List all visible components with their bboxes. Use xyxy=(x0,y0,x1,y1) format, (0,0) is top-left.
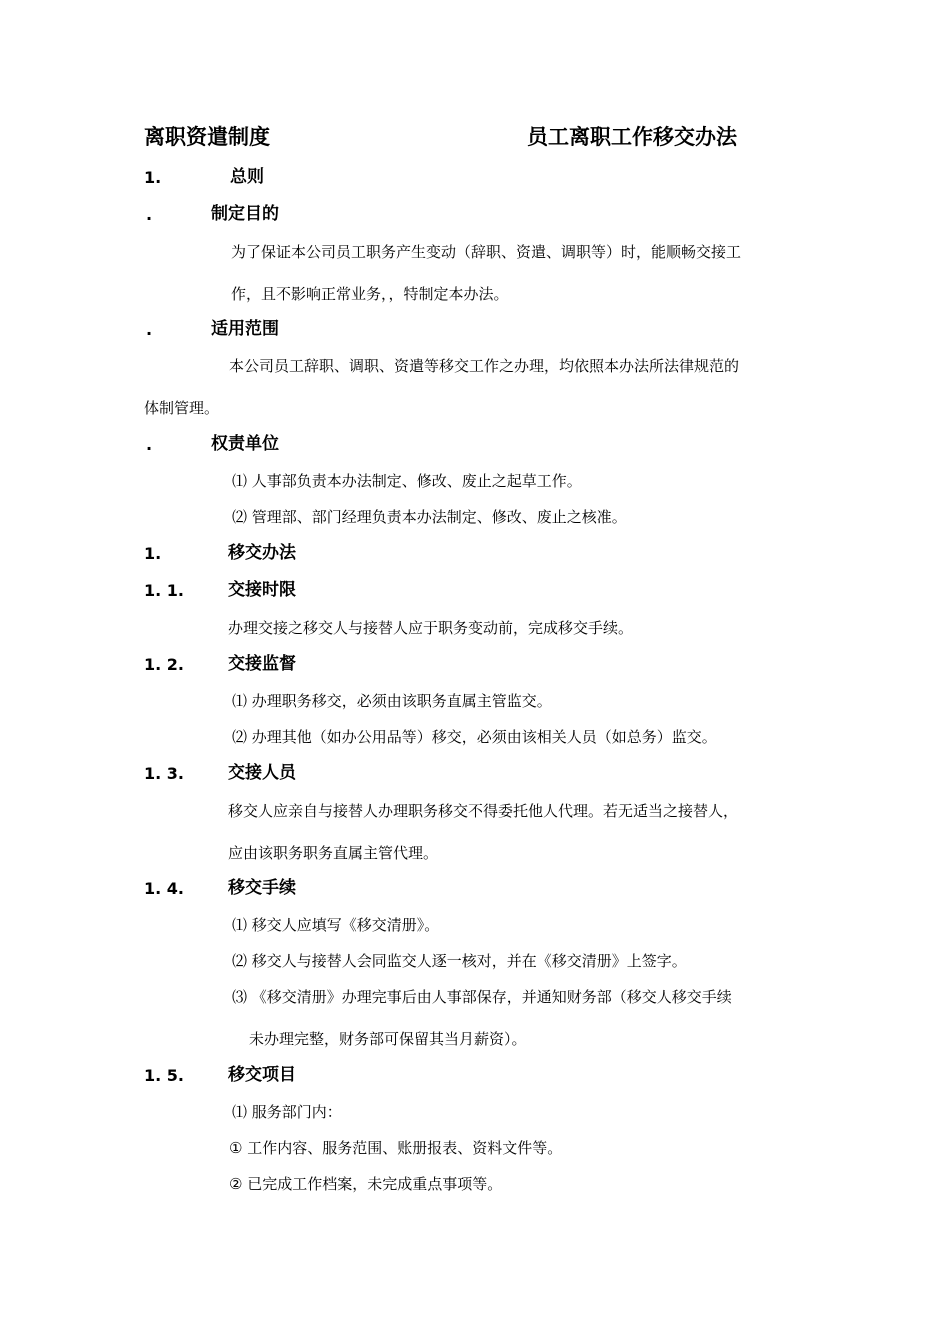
section-number: 1. xyxy=(144,544,162,563)
subsection-number: . xyxy=(146,320,153,339)
subsection-heading: 交接时限 xyxy=(228,580,296,600)
list-item-continuation: 未办理完整，财务部可保留其当月薪资）。 xyxy=(249,1030,527,1048)
paragraph-line: 移交人应亲自与接替人办理职务移交不得委托他人代理。若无适当之接替人， xyxy=(228,802,739,820)
list-item: ⑴ 办理职务移交，必须由该职务直属主管监交。 xyxy=(232,692,552,710)
subsection-number: 1. 5. xyxy=(144,1066,184,1085)
subsection-heading: 制定目的 xyxy=(211,204,279,224)
subsection-number: . xyxy=(146,435,153,454)
paragraph-line: 体制管理。 xyxy=(144,399,220,417)
title-left: 离职资遣制度 xyxy=(144,125,270,149)
list-item: ⑴ 人事部负责本办法制定、修改、废止之起草工作。 xyxy=(232,472,582,490)
list-item: ⑵ 移交人与接替人会同监交人逐一核对，并在《移交清册》上签字。 xyxy=(232,952,687,970)
subsection-number: 1. 4. xyxy=(144,879,184,898)
paragraph-line: 为了保证本公司员工职务产生变动（辞职、资遣、调职等）时，能顺畅交接工 xyxy=(231,243,742,261)
subsection-heading: 权责单位 xyxy=(211,434,279,454)
list-item: ⑶ 《移交清册》办理完事后由人事部保存，并通知财务部（移交人移交手续 xyxy=(232,988,732,1006)
list-item: ⑴ 服务部门内： xyxy=(232,1103,342,1121)
sub-list-item: ② 已完成工作档案，未完成重点事项等。 xyxy=(229,1175,503,1193)
list-item: ⑵ 管理部、部门经理负责本办法制定、修改、废止之核准。 xyxy=(232,508,627,526)
section-heading: 总则 xyxy=(230,167,264,187)
paragraph-line: 作，且不影响正常业务，，特制定本办法。 xyxy=(231,285,509,303)
paragraph-line: 办理交接之移交人与接替人应于职务变动前，完成移交手续。 xyxy=(228,619,634,637)
list-item: ⑴ 移交人应填写《移交清册》。 xyxy=(232,916,440,934)
subsection-heading: 移交项目 xyxy=(228,1065,296,1085)
section-number: 1. xyxy=(144,168,162,187)
subsection-number: . xyxy=(146,205,153,224)
section-heading: 移交办法 xyxy=(228,543,296,563)
subsection-number: 1. 2. xyxy=(144,655,184,674)
sub-list-item: ① 工作内容、服务范围、账册报表、资料文件等。 xyxy=(229,1139,563,1157)
subsection-number: 1. 1. xyxy=(144,581,184,600)
subsection-number: 1. 3. xyxy=(144,764,184,783)
list-item: ⑵ 办理其他（如办公用品等）移交，必须由该相关人员（如总务）监交。 xyxy=(232,728,717,746)
subsection-heading: 移交手续 xyxy=(228,878,296,898)
paragraph-line: 本公司员工辞职、调职、资遣等移交工作之办理，均依照本办法所法律规范的 xyxy=(229,357,740,375)
title-right: 员工离职工作移交办法 xyxy=(527,125,737,149)
subsection-heading: 交接监督 xyxy=(228,654,296,674)
subsection-heading: 适用范围 xyxy=(211,319,279,339)
subsection-heading: 交接人员 xyxy=(228,763,296,783)
paragraph-line: 应由该职务职务直属主管代理。 xyxy=(228,844,439,862)
